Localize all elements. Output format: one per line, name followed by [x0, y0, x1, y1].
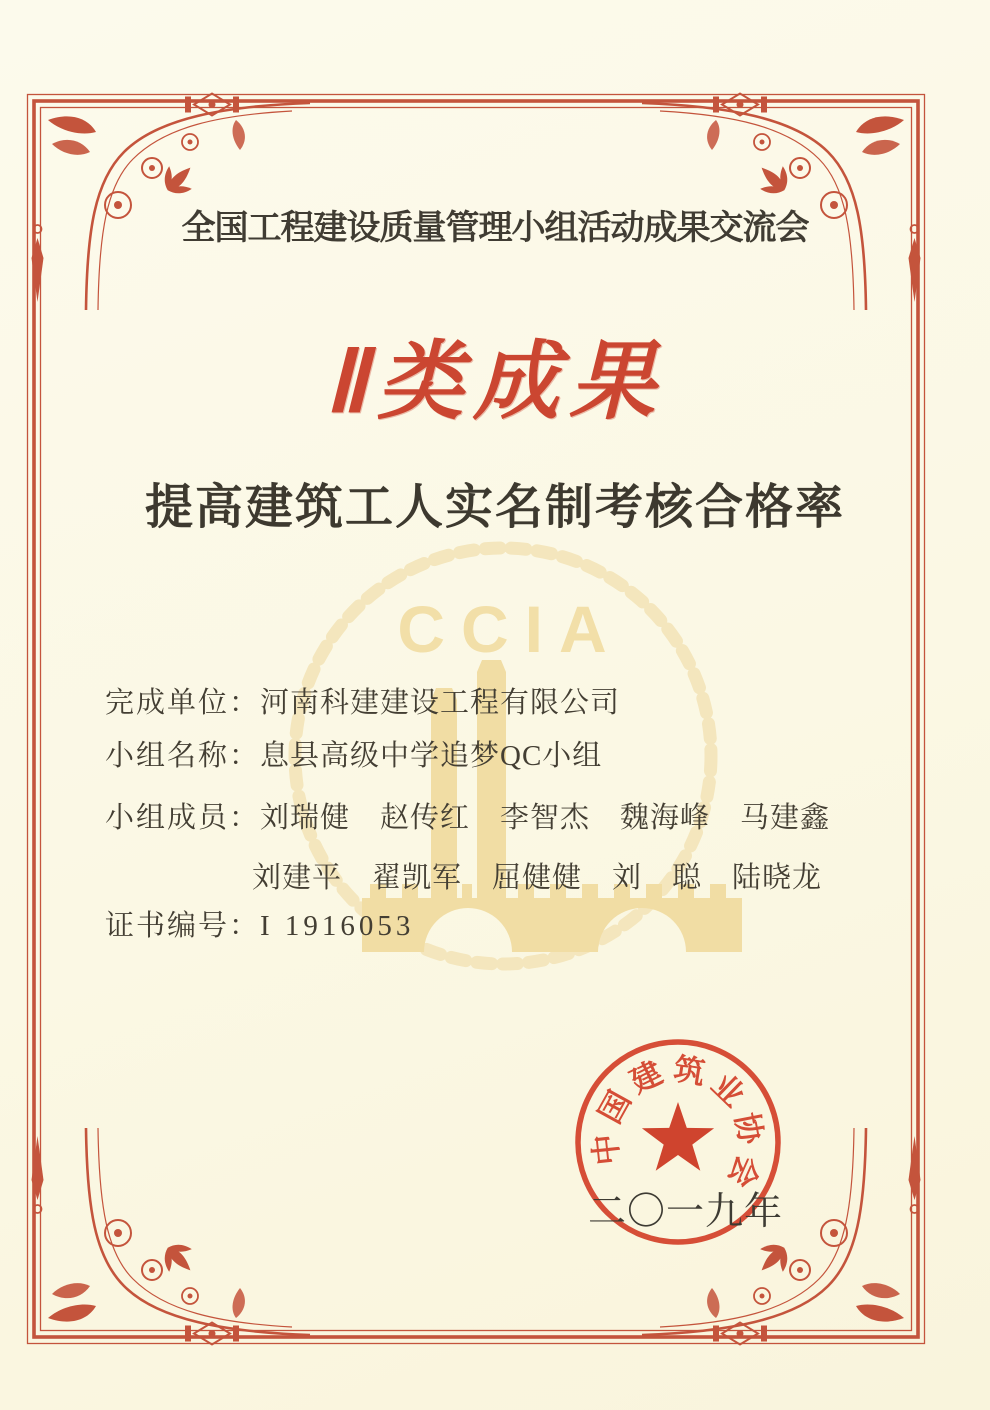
conference-title: 全国工程建设质量管理小组活动成果交流会 — [181, 210, 809, 247]
field-certificate-number — [105, 903, 414, 944]
svg-text:国: 国 — [592, 1085, 638, 1130]
field-completing-unit — [105, 680, 620, 721]
field-value-group: 息县高级中学追梦QC小组 — [260, 740, 603, 772]
field-label-members: 小组成员： — [105, 802, 261, 834]
field-label-cert: 证书编号： — [105, 910, 261, 942]
watermark-acronym: CCIA — [397, 592, 623, 666]
field-value-cert: I 1916053 — [260, 910, 415, 942]
seal-star-icon — [642, 1102, 714, 1171]
field-label-unit: 完成单位： — [105, 687, 261, 719]
field-label-group: 小组名称： — [105, 740, 261, 772]
corner-ornament-bottom-right — [642, 1128, 921, 1345]
award-class-title: Ⅱ类成果 — [324, 334, 666, 430]
svg-text:中: 中 — [587, 1132, 626, 1167]
field-group-members-line1 — [105, 795, 830, 836]
field-group-name — [105, 733, 602, 774]
svg-text:业: 业 — [704, 1066, 752, 1114]
field-value-members-line2: 刘建平 翟凯军 屈健健 刘 聪 陆晓龙 — [252, 862, 823, 894]
svg-text:建: 建 — [624, 1054, 669, 1100]
field-value-members-line1: 刘瑞健 赵传红 李智杰 魏海峰 马建鑫 — [260, 802, 831, 834]
corner-ornament-bottom-left — [32, 1128, 311, 1345]
field-value-unit: 河南科建建设工程有限公司 — [260, 687, 621, 719]
svg-text:会: 会 — [721, 1150, 767, 1193]
svg-text:协: 协 — [728, 1109, 769, 1147]
seal-year-text: 二〇一九年 — [588, 1191, 784, 1233]
field-group-members-line2 — [105, 855, 822, 896]
svg-text:筑: 筑 — [671, 1051, 708, 1091]
achievement-title: 提高建筑工人实名制考核合格率 — [144, 481, 845, 534]
